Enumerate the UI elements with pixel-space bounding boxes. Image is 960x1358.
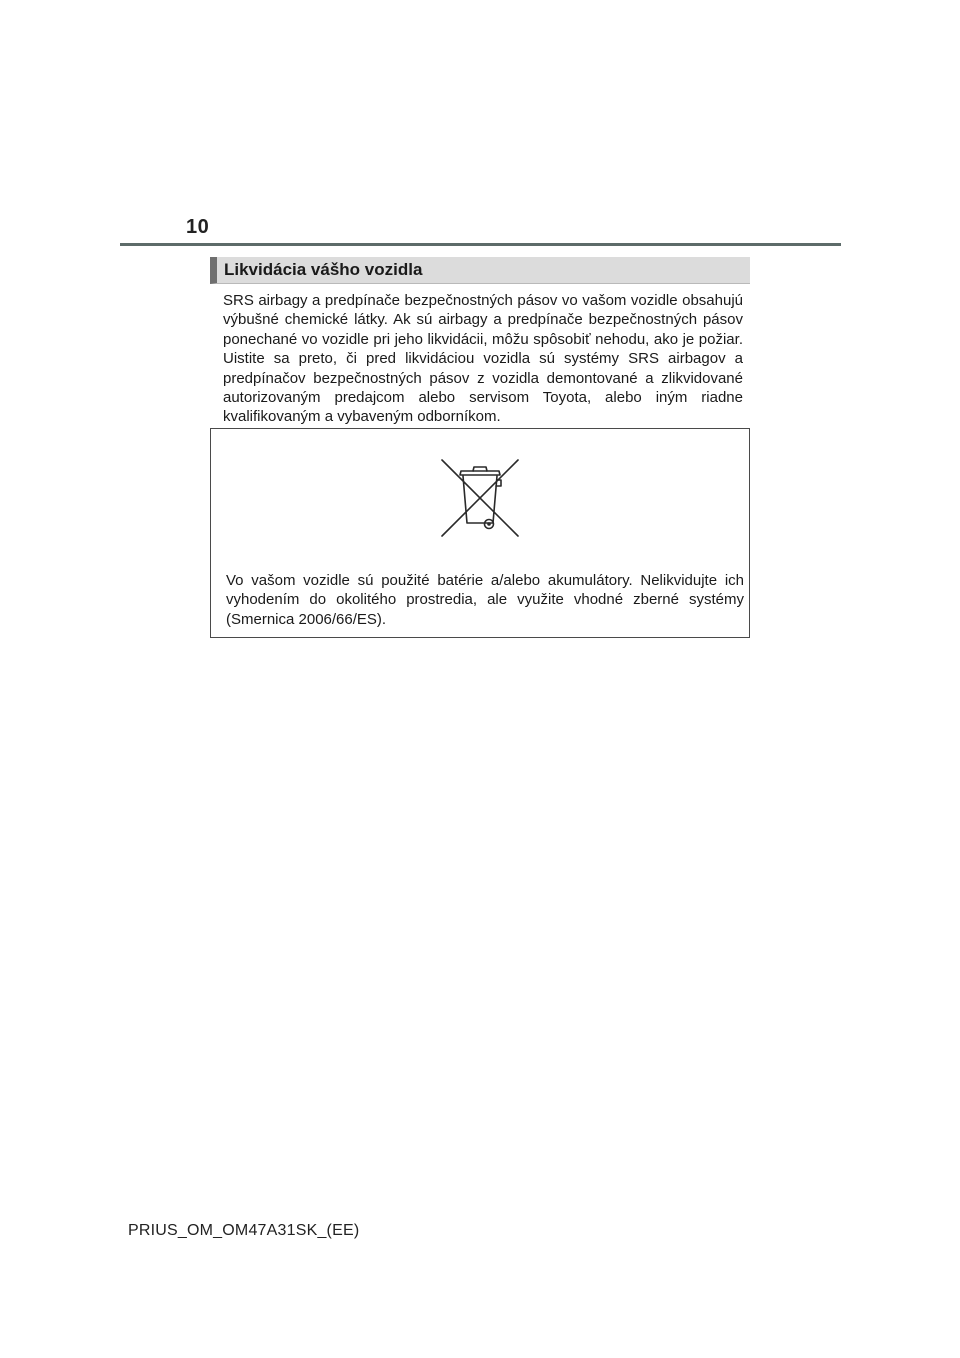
- document-code: PRIUS_OM_OM47A31SK_(EE): [128, 1222, 360, 1239]
- section-heading-bar: [210, 257, 750, 284]
- page-number: 10: [186, 216, 210, 238]
- notice-text: Vo vašom vozidle sú použité batérie a/alebo akumulátory. Nelikvidujte ich vyhodením do okolitého prostredia, ale využite vhodné zberné systémy (Smernica 2006/66/ES).: [226, 572, 744, 628]
- crossed-out-wheelie-bin-icon: [438, 456, 522, 540]
- header-divider: [120, 243, 841, 246]
- battery-disposal-notice: [210, 428, 750, 638]
- section-paragraph: SRS airbagy a predpínače bezpečnostných pásov vo vašom vozidle obsahujú výbušné chemické látky. Ak sú airbagy a predpínače bezpečnostných pásov ponechané vo vozidle pri jeho likvidácii, môžu spôsobiť nehodu, ako je požiar. Uistite sa preto, či pred likvidáciou vozidla sú systémy SRS airbagov a predpínačov bezpečnostných pásov z vozidla demontované a zlikvidované autorizovaným predajcom alebo servisom Toyota, alebo iným riadne kvalifikovaným a vybaveným odborníkom.: [223, 292, 743, 426]
- section-heading: Likvidácia vášho vozidla: [224, 260, 423, 279]
